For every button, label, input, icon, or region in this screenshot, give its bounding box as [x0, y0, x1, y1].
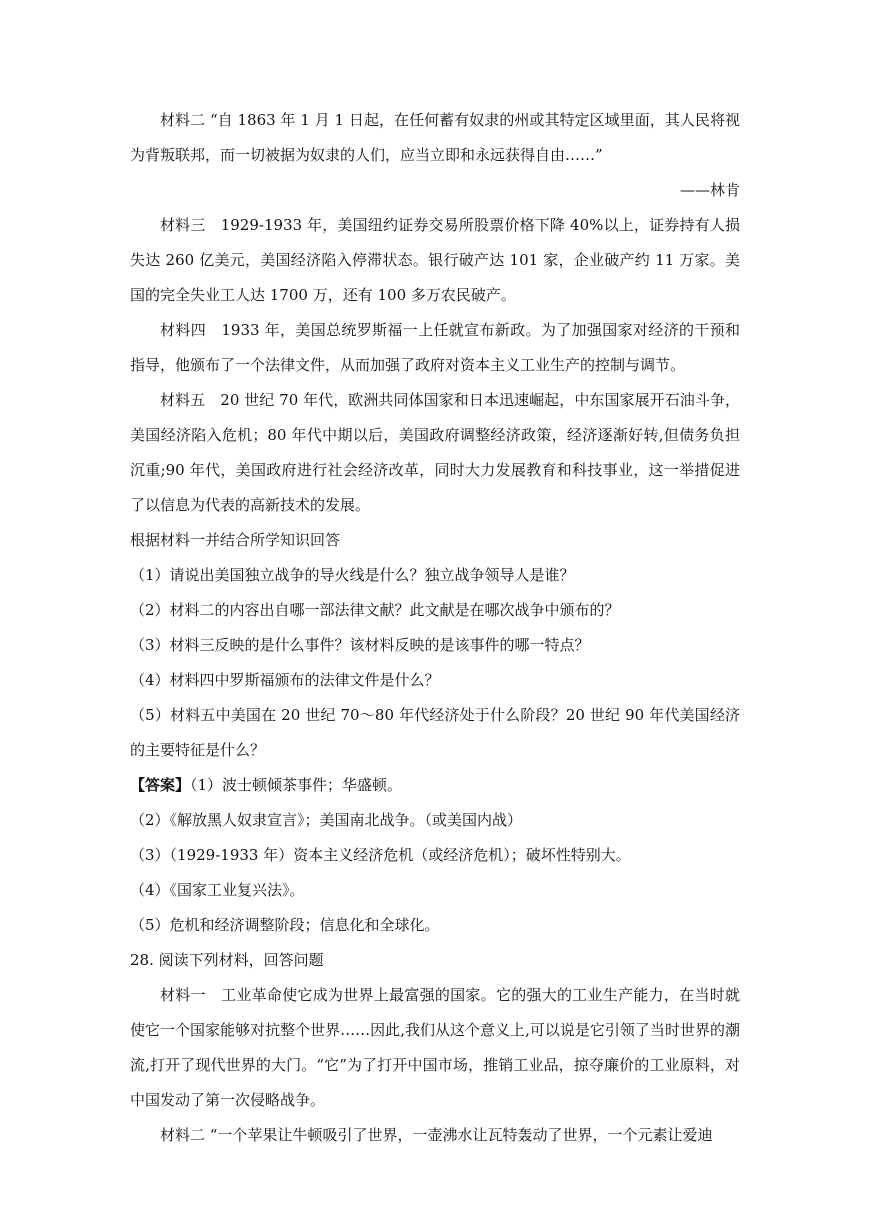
answer-3: （3）（1929-1933 年）资本主义经济危机（或经济危机）；破坏性特别大。 [130, 846, 631, 864]
question-2: （2）材料二的内容出自哪一部法律文献？此文献是在哪次战争中颁布的？ [130, 601, 620, 619]
answer-4: （4）《国家工业复兴法》。 [130, 881, 305, 899]
document-body [130, 103, 740, 1153]
instruction: 根据材料一并结合所学知识回答 [130, 531, 341, 549]
question-3: （3）材料三反映的是什么事件？该材料反映的是该事件的哪一特点？ [130, 636, 590, 654]
answer-line-1 [130, 768, 740, 803]
material-4: 材料四 1933 年，美国总统罗斯福一上任就宣布新政。为了加强国家对经济的干预和指导，他颁布了一个法律文件，从而加强了政府对资本主义工业生产的控制与调节。 [130, 321, 740, 374]
answer-1: （1）波士顿倾茶事件；华盛顿。 [190, 776, 403, 794]
answer-5: （5）危机和经济调整阶段；信息化和全球化。 [130, 916, 440, 934]
question-5: （5）材料五中美国在 20 世纪 70～80 年代经济处于什么阶段？20 世纪 90 年代美国经济的主要特征是什么？ [130, 706, 740, 759]
question-28-material-1: 材料一 工业革命使它成为世界上最富强的国家。它的强大的工业生产能力，在当时就使它一个国家能够对抗整个世界……因此,我们从这个意义上,可以说是它引领了当时世界的潮流,打开了现代世界的大门。“它”为了打开中国市场，推销工业品，掠夺廉价的工业原料，对中国发动了第一次侵略战争。 [130, 986, 740, 1109]
question-28-title: 28. 阅读下列材料，回答问题 [130, 951, 324, 969]
answer-label: 【答案】 [130, 776, 191, 794]
question-1: （1）请说出美国独立战争的导火线是什么？独立战争领导人是谁？ [130, 566, 575, 584]
question-4: （4）材料四中罗斯福颁布的法律文件是什么？ [130, 671, 440, 689]
question-28-material-2: 材料二 “一个苹果让牛顿吸引了世界，一壶沸水让瓦特轰动了世界，一个元素让爱迪 [160, 1126, 713, 1144]
material-2-quote: 材料二 “自 1863 年 1 月 1 日起，在任何蓄有奴隶的州或其特定区域里面，其人民将视为背叛联邦，而一切被据为奴隶的人们，应当立即和永远获得自由……” [130, 111, 740, 164]
material-3: 材料三 1929-1933 年，美国纽约证券交易所股票价格下降 40%以上，证券持有人损失达 260 亿美元，美国经济陷入停滞状态。银行破产达 101 家，企业破产约 11 万家。美国的完全失业工人达 1700 万，还有 100 多万农民破产。 [130, 216, 740, 304]
answer-2: （2）《解放黑人奴隶宣言》；美国南北战争。（或美国内战） [130, 811, 523, 829]
material-5: 材料五 20 世纪 70 年代，欧洲共同体国家和日本迅速崛起，中东国家展开石油斗争，美国经济陷入危机；80 年代中期以后，美国政府调整经济政策，经济逐渐好转,但债务负担沉重;90 年代，美国政府进行社会经济改革，同时大力发展教育和科技事业，这一举措促进了以信息为代表的高新技术的发展。 [130, 391, 740, 514]
material-2-author: ——林肯 [679, 181, 740, 199]
